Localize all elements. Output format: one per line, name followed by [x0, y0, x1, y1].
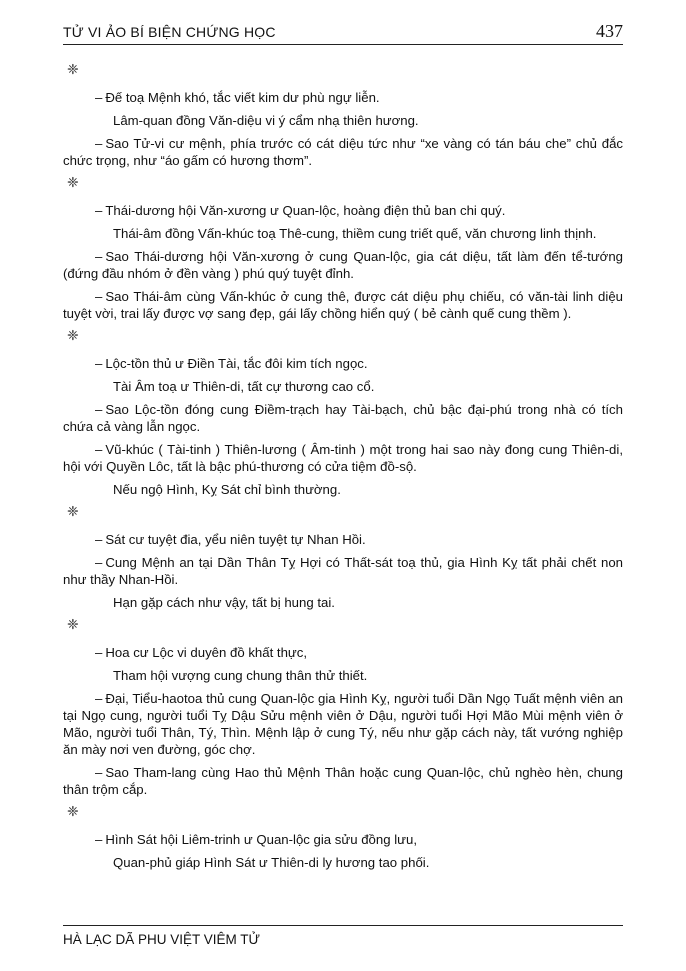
paragraph-text: Đại, Tiểu-haotoa thủ cung Quan-lộc gia Hình Kỵ, người tuổi Dần Ngọ Tuất mệnh viên an tại Ngọ cung, người tuổi Tỵ Dậu Sửu mệnh viên ở Dậu, người tuổi Hợi Mão Mùi mệnh viên ở Mão, người tuổi Thân, Tý, Thìn. Mệnh lập ở cung Tý, nếu như gặp cách này, tất vướng nghiệp ăn mày nơi ven đường, góc chợ.	[63, 691, 623, 757]
paragraph-text: Vũ-khúc ( Tài-tinh ) Thiên-lương ( Âm-tinh ) một trong hai sao này đong cung Thiên-di, hội với Quyền Lôc, tất là bậc phú-thương có cửa tiệm đồ-sộ.	[63, 442, 623, 474]
verse-line: Hạn gặp cách như vậy, tất bị hung tai.	[113, 595, 335, 610]
verse-line: – Hình Sát hội Liêm-trinh ư Quan-lộc gia sửu đồng lưu,	[63, 831, 623, 848]
verse-line: – Thái-dương hội Văn-xương ư Quan-lộc, hoàng điện thủ ban chi quý.	[63, 202, 623, 219]
verse-line: – Lộc-tồn thủ ư Điền Tài, tắc đôi kim tích ngọc.	[63, 355, 623, 372]
section-ornament-icon: ❈	[67, 803, 79, 819]
paragraph-text: Sao Lộc-tồn đóng cung Điềm-trạch hay Tài-bạch, chủ bậc đại-phú trong nhà có tích chứa cả vàng lẫn ngọc.	[63, 402, 623, 434]
commentary-paragraph: – Cung Mệnh an tại Dần Thân Tỵ Hợi có Thất-sát toạ thủ, gia Hình Kỵ tất phải chết non như thầy Nhan-Hồi.	[63, 555, 623, 587]
page-number: 437	[596, 21, 623, 41]
commentary-paragraph: – Sao Thái-dương hội Văn-xương ở cung Quan-lộc, gia cát diệu, tất làm đến tể-tướng (đứng đầu nhóm ở đền vàng ) phú quý tuyệt đỉnh.	[63, 249, 623, 281]
author-line: HÀ LẠC DÃ PHU VIỆT VIÊM TỬ	[63, 932, 261, 947]
verse-line: – Sát cư tuyệt đia, yểu niên tuyệt tự Nhan Hồi.	[63, 531, 623, 548]
section-ornament-icon: ❈	[67, 174, 79, 190]
verse-line: – Đế toạ Mệnh khó, tắc viết kim dư phù ngự liễn.	[63, 89, 623, 106]
page-body	[63, 62, 623, 877]
verse-line: Tài Âm toạ ư Thiên-di, tất cự thương cao cổ.	[113, 379, 375, 394]
commentary-paragraph: – Vũ-khúc ( Tài-tinh ) Thiên-lương ( Âm-tinh ) một trong hai sao này đong cung Thiên-di, hội với Quyền Lôc, tất là bậc phú-thương có cửa tiệm đồ-sộ.	[63, 442, 623, 474]
section-ornament-icon: ❈	[67, 327, 79, 343]
page-footer	[63, 925, 623, 947]
commentary-paragraph: – Đại, Tiểu-haotoa thủ cung Quan-lộc gia Hình Kỵ, người tuổi Dần Ngọ Tuất mệnh viên an tại Ngọ cung, người tuổi Tỵ Dậu Sửu mệnh viên ở Dậu, người tuổi Hợi Mão Mùi mệnh viên ở Mão, người tuổi Thân, Tý, Thìn. Mệnh lập ở cung Tý, nếu như gặp cách này, tất vướng nghiệp ăn mày nơi ven đường, góc chợ.	[63, 691, 623, 757]
page-header	[63, 22, 623, 45]
verse-line: Nếu ngộ Hình, Kỵ Sát chỉ bình thường.	[113, 482, 341, 497]
commentary-paragraph: – Sao Thái-âm cùng Vấn-khúc ở cung thê, được cát diệu phụ chiếu, có văn-tài linh diệu tuyệt vời, trai lấy được vợ sang đẹp, gái lấy chồng hiển quý ( bẻ cành quế cung thềm ).	[63, 289, 623, 321]
book-title: TỬ VI ẢO BÍ BIỆN CHỨNG HỌC	[63, 24, 276, 40]
paragraph-text: Cung Mệnh an tại Dần Thân Tỵ Hợi có Thất-sát toạ thủ, gia Hình Kỵ tất phải chết non như thầy Nhan-Hồi.	[63, 555, 623, 587]
verse-line: – Hoa cư Lộc vi duyên đồ khất thực,	[63, 644, 623, 661]
commentary-paragraph: – Sao Tử-vi cư mệnh, phía trước có cát diệu tức như “xe vàng có tán báu che” chủ đắc chức trọng, như “áo gấm có hương thơm”.	[63, 136, 623, 168]
paragraph-text: Sao Thái-âm cùng Vấn-khúc ở cung thê, được cát diệu phụ chiếu, có văn-tài linh diệu tuyệt vời, trai lấy được vợ sang đẹp, gái lấy chồng hiển quý ( bẻ cành quế cung thềm ).	[63, 289, 623, 321]
verse-line: Tham hội vượng cung chung thân thử thiết.	[113, 668, 368, 683]
verse-line: Lâm-quan đồng Văn-diệu vi ý cẩm nhạ thiên hương.	[113, 113, 419, 128]
commentary-paragraph: – Sao Tham-lang cùng Hao thủ Mệnh Thân hoặc cung Quan-lộc, chủ nghèo hèn, chung thân trộm cắp.	[63, 765, 623, 797]
paragraph-text: Sao Tham-lang cùng Hao thủ Mệnh Thân hoặc cung Quan-lộc, chủ nghèo hèn, chung thân trộm cắp.	[63, 765, 623, 797]
section-ornament-icon: ❈	[67, 61, 79, 77]
paragraph-text: Sao Tử-vi cư mệnh, phía trước có cát diệu tức như “xe vàng có tán báu che” chủ đắc chức trọng, như “áo gấm có hương thơm”.	[63, 136, 623, 168]
verse-line: Thái-âm đồng Vấn-khúc toạ Thê-cung, thiềm cung triết quế, văn chương linh thịnh.	[113, 226, 597, 241]
commentary-paragraph: – Sao Lộc-tồn đóng cung Điềm-trạch hay Tài-bạch, chủ bậc đại-phú trong nhà có tích chứa cả vàng lẫn ngọc.	[63, 402, 623, 434]
section-ornament-icon: ❈	[67, 616, 79, 632]
paragraph-text: Sao Thái-dương hội Văn-xương ở cung Quan-lộc, gia cát diệu, tất làm đến tể-tướng (đứng đầu nhóm ở đền vàng ) phú quý tuyệt đỉnh.	[63, 249, 623, 281]
section-ornament-icon: ❈	[67, 503, 79, 519]
verse-line: Quan-phủ giáp Hình Sát ư Thiên-di ly hương tao phối.	[113, 855, 430, 870]
